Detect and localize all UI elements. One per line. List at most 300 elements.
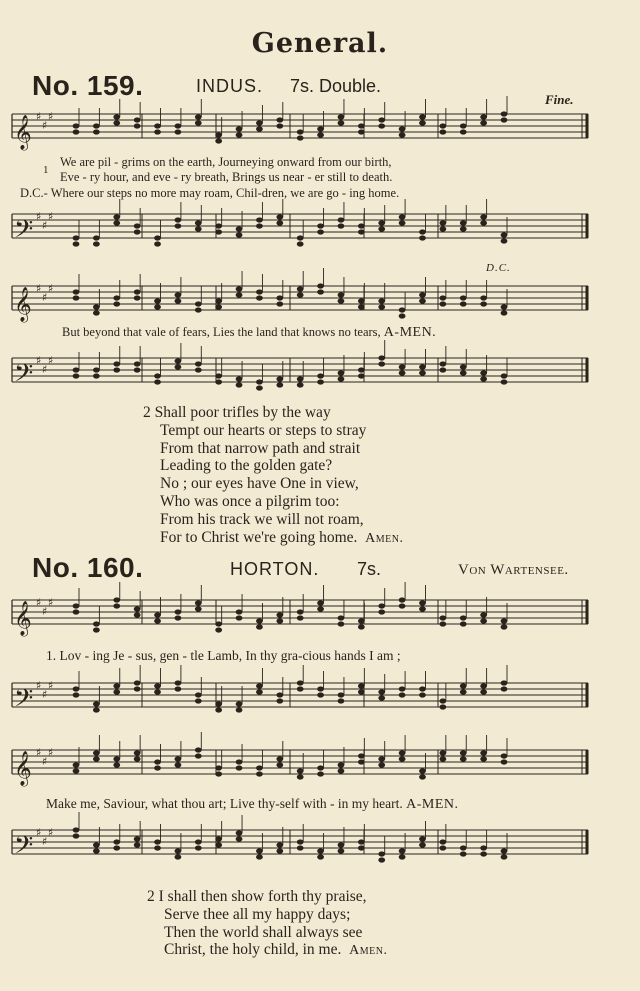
note-head: [317, 229, 324, 234]
note-head: [154, 298, 161, 303]
sharp-icon: ♯: [48, 679, 54, 692]
stanza-line: 2 Shall poor trifles by the way: [143, 404, 331, 421]
note-head: [73, 692, 80, 697]
note-head: [215, 707, 222, 712]
note-head: [93, 367, 100, 372]
sharp-icon: ♯: [36, 826, 42, 839]
note-head: [276, 123, 283, 128]
note-head: [399, 214, 406, 219]
note-head: [113, 301, 120, 306]
note-head: [501, 232, 508, 237]
note-head: [236, 836, 243, 841]
note-head: [134, 361, 141, 366]
amen-label: Amen.: [365, 530, 404, 546]
lyric-line: 1. Lov - ing Je - sus, gen - tle Lamb, In thy gra-cious hands I am ;: [46, 648, 401, 663]
note-head: [460, 295, 467, 300]
note-head: [358, 618, 365, 623]
treble-clef-icon: 𝄞: [14, 751, 32, 786]
note-head: [501, 624, 508, 629]
note-head: [215, 765, 222, 770]
note-head: [501, 111, 508, 116]
note-head: [439, 129, 446, 134]
note-head: [175, 223, 182, 228]
stanza-line: Serve thee all my happy days;: [164, 905, 351, 923]
note-head: [215, 138, 222, 143]
stanza-number: 2: [143, 404, 151, 421]
note-head: [480, 612, 487, 617]
note-head: [236, 376, 243, 381]
note-head: [73, 609, 80, 614]
sharp-icon: ♯: [42, 755, 48, 768]
note-head: [93, 304, 100, 309]
note-head: [297, 768, 304, 773]
note-head: [439, 750, 446, 755]
note-head: [256, 217, 263, 222]
note-head: [419, 229, 426, 234]
note-head: [73, 367, 80, 372]
dc-prefix: D.C.-: [20, 186, 48, 200]
note-head: [399, 692, 406, 697]
note-head: [93, 707, 100, 712]
tune-name: INDUS.: [196, 76, 264, 96]
note-head: [338, 370, 345, 375]
note-head: [460, 621, 467, 626]
note-head: [113, 597, 120, 602]
amen-label: A-MEN.: [406, 797, 459, 812]
treble-clef-icon: 𝄞: [14, 601, 32, 636]
note-head: [317, 771, 324, 776]
note-head: [378, 603, 385, 608]
music-system: [8, 822, 592, 874]
note-head: [175, 848, 182, 853]
note-head: [175, 217, 182, 222]
treble-clef-icon: 𝄞: [14, 287, 32, 322]
note-head: [358, 683, 365, 688]
note-head: [460, 756, 467, 761]
sharp-icon: ♯: [42, 605, 48, 618]
note-head: [93, 373, 100, 378]
note-head: [358, 129, 365, 134]
note-head: [113, 220, 120, 225]
note-head: [175, 129, 182, 134]
note-head: [215, 223, 222, 228]
note-head: [236, 226, 243, 231]
note-head: [215, 304, 222, 309]
note-head: [236, 701, 243, 706]
note-head: [236, 292, 243, 297]
note-head: [175, 609, 182, 614]
note-head: [73, 833, 80, 838]
note-head: [338, 376, 345, 381]
lyric-line: [62, 325, 436, 341]
note-head: [113, 839, 120, 844]
note-head: [276, 220, 283, 225]
note-head: [378, 609, 385, 614]
note-head: [73, 241, 80, 246]
note-head: [195, 845, 202, 850]
note-head: [480, 295, 487, 300]
note-head: [236, 707, 243, 712]
note-head: [297, 292, 304, 297]
note-head: [113, 683, 120, 688]
note-head: [236, 132, 243, 137]
sharp-icon: ♯: [42, 119, 48, 132]
note-head: [236, 759, 243, 764]
note-head: [195, 114, 202, 119]
note-head: [93, 129, 100, 134]
note-head: [317, 283, 324, 288]
note-head: [480, 683, 487, 688]
note-head: [460, 364, 467, 369]
note-head: [236, 830, 243, 835]
note-head: [276, 698, 283, 703]
note-head: [93, 842, 100, 847]
note-head: [399, 603, 406, 608]
note-head: [276, 295, 283, 300]
note-head: [134, 606, 141, 611]
note-head: [215, 132, 222, 137]
note-head: [501, 680, 508, 685]
note-head: [419, 114, 426, 119]
note-head: [501, 238, 508, 243]
note-head: [276, 762, 283, 767]
note-head: [378, 756, 385, 761]
note-head: [460, 845, 467, 850]
note-head: [154, 839, 161, 844]
note-head: [338, 120, 345, 125]
note-head: [195, 220, 202, 225]
note-head: [154, 123, 161, 128]
note-head: [113, 120, 120, 125]
note-head: [439, 123, 446, 128]
dc-lyric-line: [20, 186, 399, 201]
note-head: [215, 298, 222, 303]
note-head: [480, 114, 487, 119]
note-head: [399, 132, 406, 137]
sharp-icon: ♯: [48, 746, 54, 759]
note-head: [195, 839, 202, 844]
note-head: [419, 692, 426, 697]
note-head: [215, 836, 222, 841]
note-head: [154, 689, 161, 694]
note-head: [195, 747, 202, 752]
note-head: [358, 753, 365, 758]
note-head: [195, 301, 202, 306]
note-head: [399, 597, 406, 602]
note-head: [256, 771, 263, 776]
note-head: [276, 382, 283, 387]
sharp-icon: ♯: [48, 282, 54, 295]
note-head: [338, 217, 345, 222]
note-head: [93, 235, 100, 240]
note-head: [439, 704, 446, 709]
note-head: [154, 765, 161, 770]
note-head: [358, 223, 365, 228]
note-head: [113, 361, 120, 366]
sharp-icon: ♯: [42, 835, 48, 848]
note-head: [73, 768, 80, 773]
note-head: [113, 367, 120, 372]
note-head: [276, 756, 283, 761]
note-head: [154, 379, 161, 384]
note-head: [154, 304, 161, 309]
note-head: [134, 750, 141, 755]
note-head: [93, 750, 100, 755]
note-head: [399, 750, 406, 755]
note-head: [175, 686, 182, 691]
note-head: [460, 370, 467, 375]
note-head: [297, 845, 304, 850]
note-head: [439, 615, 446, 620]
tune-meter: 7s. Double.: [290, 76, 382, 96]
note-head: [195, 753, 202, 758]
note-head: [501, 753, 508, 758]
lyric-line: Eve - ry hour, and eve - ry breath, Brings us near - er still to death.: [60, 170, 393, 184]
note-head: [215, 621, 222, 626]
note-head: [399, 220, 406, 225]
note-head: [297, 241, 304, 246]
note-head: [113, 295, 120, 300]
note-head: [419, 842, 426, 847]
note-head: [378, 298, 385, 303]
note-head: [175, 123, 182, 128]
note-head: [154, 129, 161, 134]
note-head: [317, 765, 324, 770]
note-head: [134, 289, 141, 294]
sharp-icon: ♯: [36, 596, 42, 609]
sharp-icon: ♯: [36, 282, 42, 295]
note-head: [480, 851, 487, 856]
note-head: [73, 295, 80, 300]
note-head: [256, 126, 263, 131]
sharp-icon: ♯: [42, 688, 48, 701]
note-head: [317, 373, 324, 378]
note-head: [399, 313, 406, 318]
note-head: [317, 692, 324, 697]
stanza-2: [147, 888, 387, 960]
note-head: [134, 123, 141, 128]
note-head: [195, 226, 202, 231]
note-head: [215, 379, 222, 384]
sharp-icon: ♯: [36, 354, 42, 367]
tune-name: HORTON.: [230, 559, 320, 579]
note-head: [399, 370, 406, 375]
note-head: [93, 310, 100, 315]
note-head: [338, 114, 345, 119]
note-head: [93, 621, 100, 626]
note-head: [73, 373, 80, 378]
note-head: [154, 759, 161, 764]
stanza-line: Leading to the golden gate?: [160, 457, 333, 475]
note-head: [113, 603, 120, 608]
note-head: [276, 117, 283, 122]
bass-clef-icon: 𝄢: [14, 831, 34, 866]
note-head: [338, 621, 345, 626]
note-head: [175, 615, 182, 620]
note-head: [358, 367, 365, 372]
composer: Von Wartensee.: [458, 562, 569, 578]
note-head: [460, 129, 467, 134]
note-head: [297, 286, 304, 291]
note-head: [154, 683, 161, 688]
note-head: [317, 606, 324, 611]
note-head: [134, 680, 141, 685]
note-head: [215, 771, 222, 776]
note-head: [256, 289, 263, 294]
note-head: [378, 117, 385, 122]
note-head: [439, 220, 446, 225]
fine-mark: Fine.: [545, 92, 574, 107]
sharp-icon: ♯: [42, 219, 48, 232]
note-head: [134, 117, 141, 122]
bass-clef-icon: 𝄢: [14, 359, 34, 394]
note-head: [338, 223, 345, 228]
note-head: [399, 686, 406, 691]
music-system: [8, 592, 592, 644]
section-title: General.: [251, 28, 389, 59]
note-head: [134, 295, 141, 300]
lyric-text: Make me, Saviour, what thou art; Live thy-self with - in my heart.: [46, 796, 403, 811]
note-head: [460, 750, 467, 755]
note-head: [297, 839, 304, 844]
note-head: [378, 355, 385, 360]
note-head: [175, 680, 182, 685]
note-head: [378, 220, 385, 225]
note-head: [358, 689, 365, 694]
note-head: [338, 762, 345, 767]
note-head: [338, 768, 345, 773]
stanza-line: Who was once a pilgrim too:: [160, 492, 340, 510]
lyric-line: Where our steps no more may roam, Chil-dren, we are go - ing home.: [50, 186, 400, 200]
note-head: [501, 618, 508, 623]
note-head: [501, 304, 508, 309]
note-head: [215, 229, 222, 234]
bass-clef-icon: 𝄢: [14, 215, 34, 250]
sharp-icon: ♯: [36, 679, 42, 692]
note-head: [358, 373, 365, 378]
note-head: [317, 223, 324, 228]
note-head: [378, 361, 385, 366]
note-head: [113, 689, 120, 694]
stanza-line: Christ, the holy child, in me. Amen.: [164, 941, 388, 959]
note-head: [134, 367, 141, 372]
note-head: [378, 762, 385, 767]
note-head: [134, 229, 141, 234]
note-head: [154, 618, 161, 623]
note-head: [276, 842, 283, 847]
note-head: [460, 851, 467, 856]
note-head: [501, 310, 508, 315]
note-head: [480, 376, 487, 381]
note-head: [439, 756, 446, 761]
note-head: [460, 226, 467, 231]
note-head: [480, 220, 487, 225]
music-system: [8, 278, 592, 330]
note-head: [439, 295, 446, 300]
note-head: [317, 289, 324, 294]
note-head: [338, 298, 345, 303]
sharp-icon: ♯: [48, 826, 54, 839]
note-head: [317, 848, 324, 853]
note-head: [113, 845, 120, 850]
stanza-line: 2 I shall then show forth thy praise,: [147, 888, 367, 905]
note-head: [480, 750, 487, 755]
note-head: [297, 615, 304, 620]
note-head: [134, 612, 141, 617]
note-head: [439, 301, 446, 306]
note-head: [358, 839, 365, 844]
note-head: [399, 848, 406, 853]
note-head: [297, 382, 304, 387]
music-system: [8, 206, 592, 258]
note-head: [93, 241, 100, 246]
note-head: [358, 759, 365, 764]
note-head: [195, 698, 202, 703]
note-head: [460, 301, 467, 306]
note-head: [378, 851, 385, 856]
music-system: [8, 675, 592, 727]
note-head: [256, 295, 263, 300]
note-head: [297, 609, 304, 614]
note-head: [501, 686, 508, 691]
note-head: [195, 600, 202, 605]
note-head: [154, 235, 161, 240]
note-head: [73, 123, 80, 128]
verse-number: 1: [43, 164, 49, 176]
note-head: [256, 624, 263, 629]
note-head: [358, 845, 365, 850]
note-head: [297, 680, 304, 685]
note-head: [73, 603, 80, 608]
note-head: [195, 606, 202, 611]
stanza-line: No ; our eyes have One in view,: [160, 475, 359, 493]
note-head: [113, 214, 120, 219]
note-head: [276, 376, 283, 381]
note-head: [276, 848, 283, 853]
note-head: [501, 373, 508, 378]
note-head: [256, 618, 263, 623]
note-head: [134, 836, 141, 841]
note-head: [480, 370, 487, 375]
note-head: [480, 120, 487, 125]
note-head: [317, 126, 324, 131]
note-head: [419, 120, 426, 125]
note-head: [399, 364, 406, 369]
note-head: [399, 756, 406, 761]
note-head: [93, 627, 100, 632]
stanza-line: From that narrow path and strait: [160, 439, 361, 457]
note-head: [378, 226, 385, 231]
note-head: [501, 848, 508, 853]
note-head: [358, 229, 365, 234]
note-head: [256, 765, 263, 770]
note-head: [480, 756, 487, 761]
stanza-line: Tempt our hearts or steps to stray: [160, 421, 367, 439]
note-head: [317, 686, 324, 691]
note-head: [154, 612, 161, 617]
note-head: [439, 839, 446, 844]
note-head: [93, 756, 100, 761]
note-head: [215, 701, 222, 706]
note-head: [399, 307, 406, 312]
note-head: [480, 301, 487, 306]
note-head: [276, 214, 283, 219]
lyric-text: But beyond that vale of fears, Lies the land that knows no tears,: [62, 325, 381, 339]
note-head: [480, 689, 487, 694]
note-head: [460, 683, 467, 688]
note-head: [419, 774, 426, 779]
note-head: [460, 220, 467, 225]
